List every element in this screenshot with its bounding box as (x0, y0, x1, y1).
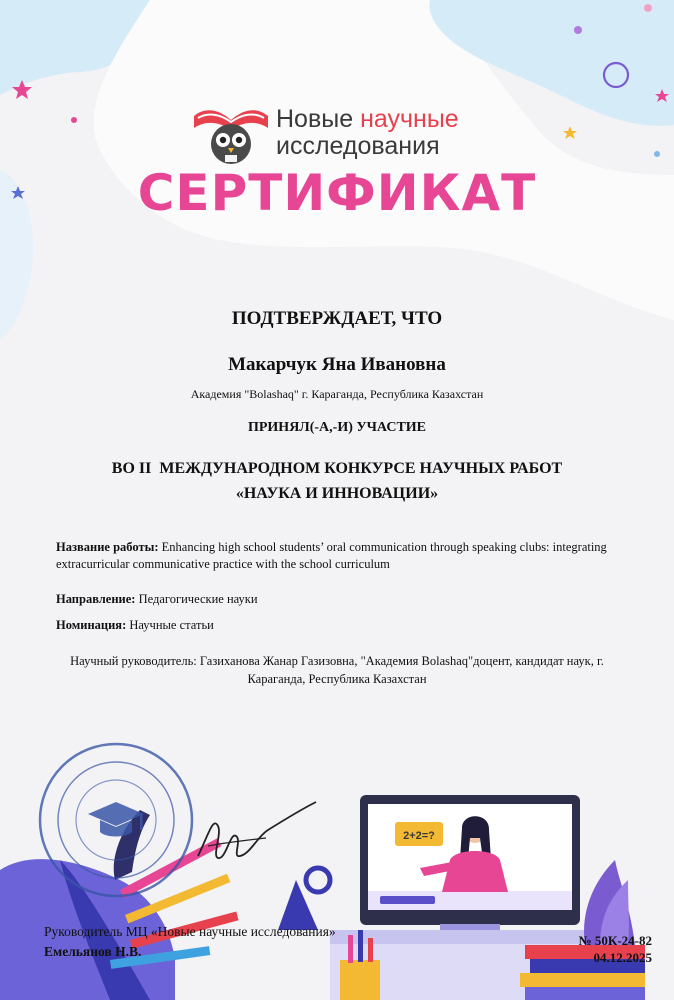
participation-heading: ПРИНЯЛ(-А,-И) УЧАСТИЕ (247, 420, 427, 435)
formula-label: 2+2=? (403, 830, 435, 842)
certificate-title: СЕРТИФИКАТ (137, 164, 537, 222)
nomination-value: Научные статьи (129, 618, 214, 632)
logo-word-research: исследования (276, 132, 440, 160)
signature (188, 796, 328, 876)
signatory-name: Емельянов Н.В. (44, 944, 142, 959)
participant-name: Макарчук Яна Ивановна (228, 354, 446, 375)
confirms-heading: ПОДТВЕРЖДАЕТ, ЧТО (231, 308, 443, 329)
work-title-field (56, 539, 636, 573)
logo-word-scientific: научные (360, 105, 459, 133)
work-title-value: Enhancing high school students’ oral communication through speaking clubs: integrating extracurricular communicative practice with the school curriculum (56, 540, 607, 571)
contest-line-1: ВО II МЕЖДУНАРОДНОМ КОНКУРСЕ НАУЧНЫХ РАБОТ (111, 460, 563, 477)
logo-text (276, 106, 459, 160)
dot-icon (644, 4, 652, 12)
certificate-date: 04.12.2025 (593, 950, 652, 965)
work-title-label: Название работы: (56, 540, 159, 554)
supervisor-text: Научный руководитель: Газиханова Жанар Газизовна, "Академия Bolashaq"доцент, кандидат наук, г. Караганда, Республика Казахстан (70, 654, 604, 686)
official-stamp (36, 740, 196, 900)
contest-title (0, 456, 674, 506)
participant-affiliation: Академия "Bolashaq" г. Караганда, Республика Казахстан (190, 387, 484, 401)
dot-icon (574, 26, 582, 34)
nomination-label: Номинация: (56, 618, 127, 632)
star-icon (563, 126, 577, 139)
graduation-cap-icon (88, 802, 144, 837)
direction-value: Педагогические науки (138, 592, 258, 606)
direction-field (56, 591, 636, 608)
footer-certificate-info (579, 932, 652, 966)
contest-line-2: «НАУКА И ИННОВАЦИИ» (235, 485, 439, 502)
logo-owl-book-icon (192, 102, 270, 166)
footer-signatory (44, 922, 336, 962)
dot-icon (71, 117, 77, 123)
logo (192, 102, 492, 168)
dot-icon (654, 151, 660, 157)
signatory-title: Руководитель МЦ «Новые научные исследования» (44, 924, 336, 939)
certificate-number: № 50К-24-82 (578, 933, 652, 948)
nomination-field (56, 617, 636, 634)
laptop-teacher-illustration (278, 795, 645, 1000)
logo-word-new: Новые (276, 105, 354, 133)
direction-label: Направление: (56, 592, 136, 606)
